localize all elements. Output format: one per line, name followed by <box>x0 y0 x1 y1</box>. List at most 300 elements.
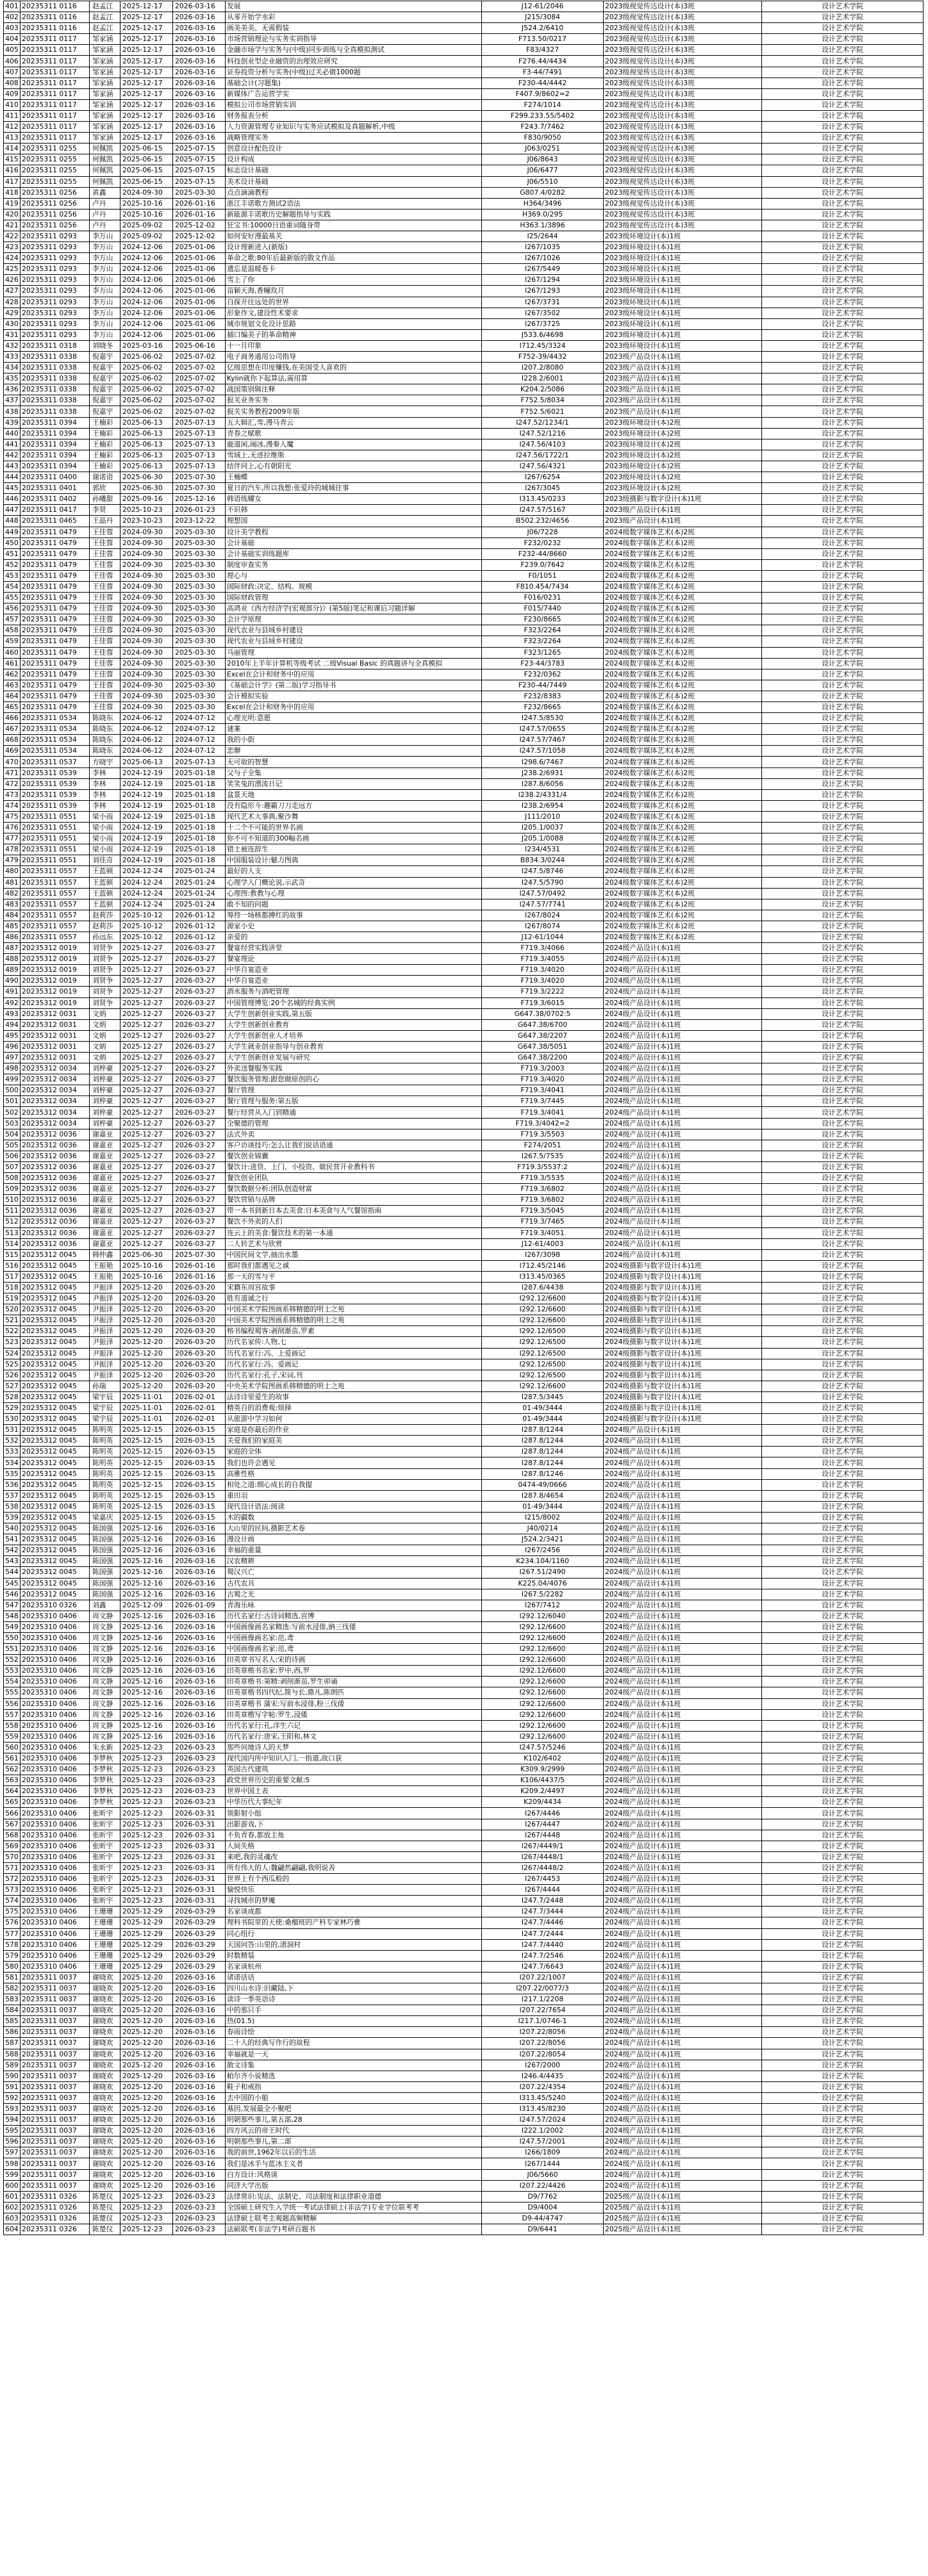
row-number-cell: 543 <box>4 1556 21 1567</box>
row-number-cell: 594 <box>4 2115 21 2126</box>
class-name-cell: 2024级产品设计(本)1班 <box>604 1972 762 1983</box>
row-number-cell: 410 <box>4 99 21 110</box>
student-name-cell: 陈明英 <box>90 1479 120 1490</box>
table-row <box>4 1589 924 1600</box>
student-id-cell: 20235311 0551 <box>21 844 90 855</box>
book-title-cell: 宋籍东周宫故事 <box>226 1282 482 1293</box>
call-number-cell: I207.22/8056 <box>482 2038 604 2049</box>
college-name-cell: 设计艺术学院 <box>762 2158 924 2169</box>
college-name-cell: 设计艺术学院 <box>762 1753 924 1764</box>
book-title-cell: 历代名家行:唐宋,王阳和,林文 <box>226 1731 482 1742</box>
student-id-cell: 20235312 0045 <box>21 1512 90 1523</box>
student-name-cell: 陈楚仪 <box>90 2202 120 2213</box>
book-title-cell: 餐厅经营从入门到精通 <box>226 1107 482 1118</box>
class-name-cell: 2024级产品设计(本)1班 <box>604 954 762 965</box>
college-name-cell: 设计艺术学院 <box>762 1370 924 1381</box>
student-id-cell: 20235312 0045 <box>21 1523 90 1534</box>
student-name-cell: 梁宇辰 <box>90 1414 120 1425</box>
class-name-cell: 2024级数字媒体艺术(本)2班 <box>604 548 762 559</box>
row-number-cell: 424 <box>4 253 21 264</box>
college-name-cell: 设计艺术学院 <box>762 724 924 735</box>
student-name-cell: 邹家涵 <box>90 133 120 144</box>
due-date-cell: 2026-03-20 <box>173 1282 226 1293</box>
row-number-cell: 578 <box>4 1939 21 1950</box>
borrow-date-cell: 2025-12-27 <box>120 1107 173 1118</box>
student-id-cell: 20235312 0045 <box>21 1315 90 1326</box>
row-number-cell: 520 <box>4 1304 21 1315</box>
student-id-cell: 20235310 0406 <box>21 1720 90 1731</box>
student-id-cell: 20235312 0031 <box>21 1008 90 1019</box>
row-number-cell: 538 <box>4 1501 21 1512</box>
call-number-cell: I267/1294 <box>482 275 604 286</box>
borrow-date-cell: 2025-06-13 <box>120 428 173 439</box>
row-number-cell: 444 <box>4 472 21 483</box>
borrow-date-cell: 2025-12-20 <box>120 2115 173 2126</box>
row-number-cell: 475 <box>4 811 21 822</box>
call-number-cell: F719.3/4051 <box>482 1227 604 1238</box>
table-row <box>4 1556 924 1567</box>
row-number-cell: 570 <box>4 1851 21 1862</box>
call-number-cell: I215/8002 <box>482 1512 604 1523</box>
call-number-cell: J063/0251 <box>482 144 604 154</box>
student-name-cell: 梁宇辰 <box>90 1391 120 1402</box>
row-number-cell: 593 <box>4 2104 21 2115</box>
class-name-cell: 2024级产品设计(本)1班 <box>604 1206 762 1217</box>
student-name-cell: 邹家涵 <box>90 88 120 99</box>
borrow-date-cell: 2025-06-02 <box>120 406 173 417</box>
book-title-cell: 寻找城市的梦魇 <box>226 1896 482 1907</box>
table-row <box>4 910 924 921</box>
row-number-cell: 484 <box>4 910 21 921</box>
due-date-cell: 2025-03-30 <box>173 680 226 691</box>
student-name-cell: 邹家涵 <box>90 122 120 133</box>
student-name-cell: 陈明英 <box>90 1436 120 1447</box>
due-date-cell: 2026-01-16 <box>173 1271 226 1282</box>
student-id-cell: 20235311 0402 <box>21 494 90 505</box>
student-name-cell: 李万山 <box>90 231 120 242</box>
table-row <box>4 1041 924 1052</box>
table-row <box>4 1227 924 1238</box>
college-name-cell: 设计艺术学院 <box>762 1118 924 1129</box>
book-title-cell: 盆景天地 <box>226 789 482 800</box>
class-name-cell: 2024级产品设计(本)1班 <box>604 997 762 1008</box>
book-title-cell: 历代名家传:人物,七 <box>226 1337 482 1348</box>
book-title-cell: 木的疆数 <box>226 1512 482 1523</box>
borrow-date-cell: 2025-09-02 <box>120 231 173 242</box>
class-name-cell: 2024级产品设计(本)1班 <box>604 1129 762 1140</box>
call-number-cell: I267/3098 <box>482 1249 604 1260</box>
class-name-cell: 2023级视觉传达设计(本)3班 <box>604 122 762 133</box>
book-title-cell: 田英章楷写字帖:罗生,浸倭 <box>226 1709 482 1720</box>
book-title-cell: 理想国 <box>226 516 482 527</box>
college-name-cell: 设计艺术学院 <box>762 2081 924 2092</box>
due-date-cell: 2026-03-29 <box>173 1907 226 1917</box>
student-id-cell: 20235311 0117 <box>21 133 90 144</box>
student-id-cell: 20235312 0034 <box>21 1107 90 1118</box>
table-row <box>4 439 924 450</box>
book-title-cell: 二十人的经典写作行的故程 <box>226 2038 482 2049</box>
due-date-cell: 2025-01-06 <box>173 253 226 264</box>
class-name-cell: 2024级产品设计(本)1班 <box>604 1753 762 1764</box>
class-name-cell: 2024级数字媒体艺术(本)2班 <box>604 800 762 811</box>
college-name-cell: 设计艺术学院 <box>762 2147 924 2158</box>
class-name-cell: 2024级摄影与数字设计(本)1班 <box>604 1381 762 1391</box>
row-number-cell: 401 <box>4 1 21 12</box>
student-name-cell: 周文静 <box>90 1698 120 1709</box>
row-number-cell: 556 <box>4 1698 21 1709</box>
call-number-cell: I267/4446 <box>482 1808 604 1819</box>
borrow-date-cell: 2025-12-23 <box>120 1862 173 1873</box>
call-number-cell: J06/5660 <box>482 2169 604 2180</box>
class-name-cell: 2024级数字媒体艺术(本)2班 <box>604 866 762 877</box>
due-date-cell: 2025-03-30 <box>173 702 226 713</box>
college-name-cell: 设计艺术学院 <box>762 308 924 318</box>
student-id-cell: 20235312 0045 <box>21 1348 90 1359</box>
due-date-cell: 2026-03-31 <box>173 1851 226 1862</box>
student-id-cell: 20235311 0117 <box>21 99 90 110</box>
class-name-cell: 2024级产品设计(本)1班 <box>604 1063 762 1074</box>
table-row <box>4 1621 924 1632</box>
call-number-cell: J06/7228 <box>482 527 604 537</box>
book-title-cell: 现代国内所中知识入门,一指道,故口获 <box>226 1753 482 1764</box>
row-number-cell: 569 <box>4 1841 21 1851</box>
row-number-cell: 502 <box>4 1107 21 1118</box>
college-name-cell: 设计艺术学院 <box>762 1425 924 1436</box>
student-name-cell: 邹家涵 <box>90 45 120 56</box>
table-row <box>4 406 924 417</box>
due-date-cell: 2026-03-27 <box>173 997 226 1008</box>
due-date-cell: 2025-03-30 <box>173 603 226 614</box>
call-number-cell: H369.0/295 <box>482 209 604 220</box>
call-number-cell: B834.3/0244 <box>482 855 604 866</box>
college-name-cell: 设计艺术学院 <box>762 329 924 340</box>
class-name-cell: 2024级产品设计(本)1班 <box>604 2104 762 2115</box>
table-row <box>4 1512 924 1523</box>
student-id-cell: 20235310 0406 <box>21 1950 90 1961</box>
class-name-cell: 2023级环境设计(本)1班 <box>604 329 762 340</box>
row-number-cell: 429 <box>4 308 21 318</box>
student-id-cell: 20235311 0417 <box>21 505 90 516</box>
borrow-date-cell: 2024-09-30 <box>120 187 173 198</box>
borrow-date-cell: 2025-12-27 <box>120 1184 173 1195</box>
book-title-cell: 世界中国土表 <box>226 1786 482 1797</box>
book-title-cell: 历代名家行:孔子,宋词,刊 <box>226 1370 482 1381</box>
row-number-cell: 602 <box>4 2202 21 2213</box>
student-name-cell: 邹家涵 <box>90 78 120 88</box>
table-row <box>4 581 924 592</box>
row-number-cell: 515 <box>4 1249 21 1260</box>
call-number-cell: I292.12/6600 <box>482 1621 604 1632</box>
book-title-cell: 心理光明:意愿 <box>226 713 482 724</box>
call-number-cell: I298.6/7467 <box>482 757 604 767</box>
college-name-cell: 设计艺术学院 <box>762 373 924 384</box>
borrow-date-cell: 2025-12-27 <box>120 1217 173 1227</box>
college-name-cell: 设计艺术学院 <box>762 1862 924 1873</box>
college-name-cell: 设计艺术学院 <box>762 1326 924 1337</box>
college-name-cell: 设计艺术学院 <box>762 877 924 888</box>
class-name-cell: 2024级摄影与数字设计(本)1班 <box>604 1304 762 1315</box>
student-name-cell: 周文静 <box>90 1644 120 1655</box>
book-title-cell: 现代艺术大事典,聚沙舞 <box>226 811 482 822</box>
due-date-cell: 2025-07-02 <box>173 373 226 384</box>
table-row <box>4 1436 924 1447</box>
college-name-cell: 设计艺术学院 <box>762 2104 924 2115</box>
due-date-cell: 2026-03-27 <box>173 1019 226 1030</box>
college-name-cell: 设计艺术学院 <box>762 1173 924 1184</box>
due-date-cell: 2026-03-27 <box>173 1217 226 1227</box>
due-date-cell: 2026-03-16 <box>173 1687 226 1698</box>
table-row <box>4 1611 924 1621</box>
college-name-cell: 设计艺术学院 <box>762 658 924 669</box>
class-name-cell: 2023级环境设计(本)1班 <box>604 286 762 297</box>
borrow-date-cell: 2025-12-16 <box>120 1687 173 1698</box>
row-number-cell: 558 <box>4 1720 21 1731</box>
borrow-date-cell: 2025-12-20 <box>120 1983 173 1994</box>
college-name-cell: 设计艺术学院 <box>762 866 924 877</box>
student-id-cell: 20235311 0117 <box>21 122 90 133</box>
student-name-cell: 王佳蓉 <box>90 702 120 713</box>
call-number-cell: J238.2/6931 <box>482 767 604 778</box>
student-name-cell: 文炳 <box>90 1030 120 1041</box>
call-number-cell: I238.2/6954 <box>482 800 604 811</box>
table-row <box>4 1118 924 1129</box>
call-number-cell: F243.7/7462 <box>482 122 604 133</box>
book-title-cell: 相处之道:细心成长的自我提 <box>226 1479 482 1490</box>
row-number-cell: 600 <box>4 2180 21 2191</box>
call-number-cell: I267/4449/1 <box>482 1841 604 1851</box>
class-name-cell: 2024级产品设计(本)1班 <box>604 1074 762 1085</box>
row-number-cell: 566 <box>4 1808 21 1819</box>
college-name-cell: 设计艺术学院 <box>762 1041 924 1052</box>
college-name-cell: 设计艺术学院 <box>762 176 924 187</box>
due-date-cell: 2025-01-06 <box>173 329 226 340</box>
student-id-cell: 20235311 0394 <box>21 450 90 461</box>
call-number-cell: I234/4531 <box>482 844 604 855</box>
class-name-cell: 2024级产品设计(本)1班 <box>604 1512 762 1523</box>
student-id-cell: 20235311 0551 <box>21 823 90 833</box>
student-id-cell: 20235311 0394 <box>21 417 90 428</box>
row-number-cell: 479 <box>4 855 21 866</box>
book-title-cell: 不负青春,都放主角 <box>226 1830 482 1841</box>
college-name-cell: 设计艺术学院 <box>762 2202 924 2213</box>
call-number-cell: I292.12/6500 <box>482 1326 604 1337</box>
row-number-cell: 521 <box>4 1315 21 1326</box>
class-name-cell: 2024级产品设计(本)1班 <box>604 1184 762 1195</box>
class-name-cell: 2024级摄影与数字设计(本)1班 <box>604 1260 762 1271</box>
book-title-cell: 筹持一场核都搏红的故事 <box>226 910 482 921</box>
college-name-cell: 设计艺术学院 <box>762 1151 924 1161</box>
borrow-date-cell: 2025-06-13 <box>120 417 173 428</box>
due-date-cell: 2023-12-22 <box>173 516 226 527</box>
borrow-date-cell: 2024-12-06 <box>120 264 173 275</box>
table-row <box>4 625 924 636</box>
college-name-cell: 设计艺术学院 <box>762 1534 924 1545</box>
borrow-date-cell: 2025-12-27 <box>120 1206 173 1217</box>
table-row <box>4 1939 924 1950</box>
student-name-cell: 赵孟江 <box>90 12 120 23</box>
college-name-cell: 设计艺术学院 <box>762 2115 924 2126</box>
student-name-cell: 李万山 <box>90 318 120 329</box>
due-date-cell: 2026-03-16 <box>173 2060 226 2071</box>
row-number-cell: 529 <box>4 1403 21 1414</box>
due-date-cell: 2026-03-27 <box>173 1238 226 1249</box>
call-number-cell: J12-61/1044 <box>482 931 604 942</box>
borrow-date-cell: 2025-12-27 <box>120 987 173 997</box>
row-number-cell: 422 <box>4 231 21 242</box>
book-title-cell: 如何安好漫最基关 <box>226 231 482 242</box>
class-name-cell: 2024级产品设计(本)1班 <box>604 1632 762 1643</box>
borrow-date-cell: 2025-12-23 <box>120 2213 173 2224</box>
student-id-cell: 20235311 0037 <box>21 2126 90 2137</box>
call-number-cell: F810.454/7434 <box>482 581 604 592</box>
row-number-cell: 413 <box>4 133 21 144</box>
class-name-cell: 2024级数字媒体艺术(本)2班 <box>604 593 762 603</box>
class-name-cell: 2024级产品设计(本)1班 <box>604 2169 762 2180</box>
student-name-cell: 谢晓欢 <box>90 2147 120 2158</box>
book-title-cell: 餐宴理论 <box>226 954 482 965</box>
table-row <box>4 242 924 253</box>
table-row <box>4 1830 924 1841</box>
book-title-cell: 诸诺话话 <box>226 1972 482 1983</box>
row-number-cell: 559 <box>4 1731 21 1742</box>
student-name-cell: 陈明英 <box>90 1447 120 1457</box>
book-title-cell: 会计学原理 <box>226 614 482 625</box>
student-id-cell: 20235310 0406 <box>21 1917 90 1928</box>
student-name-cell: 陈楚仪 <box>90 2191 120 2202</box>
row-number-cell: 494 <box>4 1019 21 1030</box>
student-name-cell: 谢晓欢 <box>90 2049 120 2060</box>
student-id-cell: 20235312 0036 <box>21 1238 90 1249</box>
book-title-cell: 错土被连辞生 <box>226 844 482 855</box>
row-number-cell: 409 <box>4 88 21 99</box>
college-name-cell: 设计艺术学院 <box>762 297 924 308</box>
table-row <box>4 110 924 121</box>
student-name-cell: 李林 <box>90 800 120 811</box>
table-row <box>4 154 924 165</box>
table-row <box>4 1687 924 1698</box>
student-id-cell: 20235310 0406 <box>21 1644 90 1655</box>
borrow-date-cell: 2025-06-13 <box>120 439 173 450</box>
row-number-cell: 406 <box>4 56 21 67</box>
table-row <box>4 1907 924 1917</box>
student-id-cell: 20235310 0406 <box>21 1841 90 1851</box>
row-number-cell: 411 <box>4 110 21 121</box>
due-date-cell: 2026-03-20 <box>173 1337 226 1348</box>
student-name-cell: 刘贤争 <box>90 965 120 976</box>
due-date-cell: 2026-03-27 <box>173 954 226 965</box>
borrow-date-cell: 2025-12-27 <box>120 1129 173 1140</box>
class-name-cell: 2024级产品设计(本)1班 <box>604 1249 762 1260</box>
call-number-cell: F230-44/4442 <box>482 78 604 88</box>
book-title-cell: 雪域上,无迹拉维斯 <box>226 450 482 461</box>
call-number-cell: F719.3/5045 <box>482 1206 604 1217</box>
due-date-cell: 2025-01-18 <box>173 767 226 778</box>
book-title-cell: 全国硕士研究生入学统一考试法律硕士(非法学)专业学位联考考 <box>226 2202 482 2213</box>
due-date-cell: 2026-03-20 <box>173 1370 226 1381</box>
book-title-cell: 中国管理博览:20个名城的经典实例 <box>226 997 482 1008</box>
due-date-cell: 2026-03-16 <box>173 133 226 144</box>
book-title-cell: 那时我们都遇见之诚 <box>226 1260 482 1271</box>
borrow-date-cell: 2025-12-20 <box>120 1972 173 1983</box>
row-number-cell: 546 <box>4 1589 21 1600</box>
due-date-cell: 2025-12-02 <box>173 231 226 242</box>
college-name-cell: 设计艺术学院 <box>762 231 924 242</box>
row-number-cell: 490 <box>4 976 21 987</box>
call-number-cell: F3-44/7491 <box>482 67 604 78</box>
due-date-cell: 2025-01-18 <box>173 778 226 789</box>
borrow-date-cell: 2024-06-12 <box>120 713 173 724</box>
borrow-date-cell: 2025-12-27 <box>120 1096 173 1107</box>
due-date-cell: 2026-03-16 <box>173 1523 226 1534</box>
college-name-cell: 设计艺术学院 <box>762 1391 924 1402</box>
borrow-date-cell: 2024-12-06 <box>120 275 173 286</box>
row-number-cell: 468 <box>4 735 21 746</box>
book-title-cell: 天国问答:山里的,渚洞村 <box>226 1939 482 1950</box>
student-name-cell: 李梦秋 <box>90 1786 120 1797</box>
college-name-cell: 设计艺术学院 <box>762 165 924 176</box>
book-title-cell: 从零开始学水彩 <box>226 12 482 23</box>
student-name-cell: 王振艳 <box>90 1271 120 1282</box>
class-name-cell: 2024级产品设计(本)1班 <box>604 1490 762 1501</box>
student-name-cell: 王珊珊 <box>90 1939 120 1950</box>
call-number-cell: I313.45/0365 <box>482 1271 604 1282</box>
call-number-cell: F323/1265 <box>482 647 604 658</box>
due-date-cell: 2026-03-31 <box>173 1841 226 1851</box>
borrow-date-cell: 2023-10-23 <box>120 516 173 527</box>
table-row <box>4 1928 924 1939</box>
book-title-cell: 古代农具 <box>226 1578 482 1589</box>
call-number-cell: F0/1051 <box>482 570 604 581</box>
college-name-cell: 设计艺术学院 <box>762 2049 924 2060</box>
table-row <box>4 1391 924 1402</box>
class-name-cell: 2024级产品设计(本)1班 <box>604 1600 762 1611</box>
row-number-cell: 604 <box>4 2224 21 2235</box>
borrow-date-cell: 2025-12-23 <box>120 1764 173 1775</box>
book-title-cell: 我们是冰手与蓝冰主义者 <box>226 2158 482 2169</box>
book-title-cell: 餐饮营销与品牌 <box>226 1195 482 1206</box>
due-date-cell: 2025-01-24 <box>173 877 226 888</box>
student-id-cell: 20235311 0037 <box>21 2180 90 2191</box>
college-name-cell: 设计艺术学院 <box>762 1950 924 1961</box>
college-name-cell: 设计艺术学院 <box>762 494 924 505</box>
student-name-cell: 王佳蓉 <box>90 691 120 701</box>
class-name-cell: 2023级视觉传达设计(本)3班 <box>604 88 762 99</box>
college-name-cell: 设计艺术学院 <box>762 516 924 527</box>
borrow-date-cell: 2025-12-15 <box>120 1457 173 1468</box>
book-title-cell: 领影射小组 <box>226 1808 482 1819</box>
due-date-cell: 2026-03-27 <box>173 1227 226 1238</box>
call-number-cell: F752-39/4432 <box>482 352 604 363</box>
book-title-cell: Excel在会计和财务中的应用 <box>226 669 482 680</box>
class-name-cell: 2024级产品设计(本)1班 <box>604 1436 762 1447</box>
student-name-cell: 倪嘉宇 <box>90 384 120 395</box>
class-name-cell: 2024级产品设计(本)1班 <box>604 1830 762 1841</box>
table-row <box>4 2224 924 2235</box>
student-id-cell: 20235311 0557 <box>21 888 90 899</box>
borrow-date-cell: 2025-12-16 <box>120 1632 173 1643</box>
due-date-cell: 2026-03-15 <box>173 1425 226 1436</box>
college-name-cell: 设计艺术学院 <box>762 472 924 483</box>
call-number-cell: I247.5/8746 <box>482 866 604 877</box>
due-date-cell: 2025-07-13 <box>173 417 226 428</box>
table-row <box>4 931 924 942</box>
college-name-cell: 设计艺术学院 <box>762 1206 924 1217</box>
row-number-cell: 447 <box>4 505 21 516</box>
student-id-cell: 20235311 0293 <box>21 308 90 318</box>
college-name-cell: 设计艺术学院 <box>762 1457 924 1468</box>
table-row <box>4 537 924 548</box>
row-number-cell: 510 <box>4 1195 21 1206</box>
